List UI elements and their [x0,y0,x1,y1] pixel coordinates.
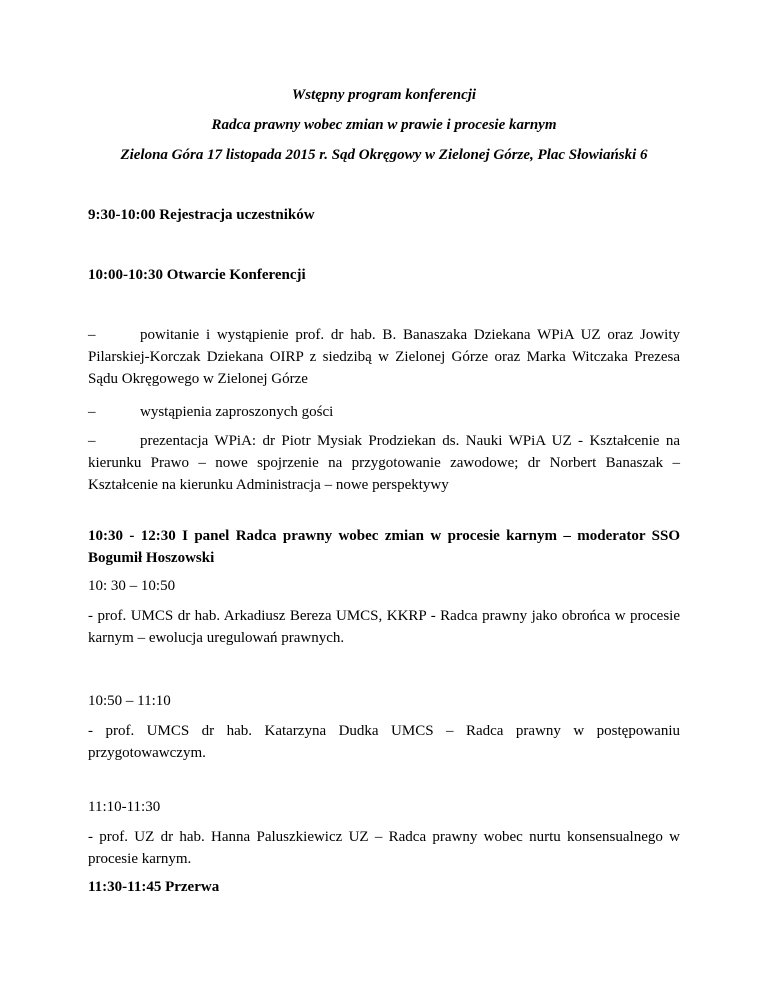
break-line: 11:30-11:45 Przerwa [88,879,220,895]
conference-subtitle: Radca prawny wobec zmian w prawie i procesie karnym [211,117,557,133]
program-title: Wstępny program konferencji [291,87,477,103]
opening-item [88,430,680,496]
dash-marker: – [88,327,96,343]
opening-item [88,401,680,423]
registration-line: 9:30-10:00 Rejestracja uczestników [88,207,315,223]
conference-location: Zielona Góra 17 listopada 2015 r. Sąd Okręgowy w Zielonej Górze, Plac Słowiański 6 [120,147,648,163]
opening-item [88,324,680,390]
talk-time: 10:50 – 11:10 [88,693,171,709]
talk-description: - prof. UMCS dr hab. Katarzyna Dudka UMCS – Radca prawny w postępowaniu przygotowawczym. [88,723,680,761]
dash-marker: – [88,404,96,420]
dash-marker: – [88,433,96,449]
talk-time: 10: 30 – 10:50 [88,578,176,594]
opening-item-text: prezentacja WPiA: dr Piotr Mysiak Prodziekan ds. Nauki WPiA UZ - Kształcenie na kierunku Prawo – nowe spojrzenie na przygotowanie zawodowe; dr Norbert Banaszak – Kształcenie na kierunku Administracja – nowe perspektywy [88,433,680,493]
opening-line: 10:00-10:30 Otwarcie Konferencji [88,267,306,283]
talk-description: - prof. UZ dr hab. Hanna Paluszkiewicz UZ – Radca prawny wobec nurtu konsensualnego w procesie karnym. [88,829,680,867]
opening-item-text: wystąpienia zaproszonych gości [140,404,334,420]
opening-item-text: powitanie i wystąpienie prof. dr hab. B. Banaszaka Dziekana WPiA UZ oraz Jowity Pilarskiej-Korczak Dziekana OIRP z siedzibą w Zielonej Górze oraz Marka Witczaka Prezesa Sądu Okręgowego w Zielonej Górze [88,327,680,387]
panel-title: 10:30 - 12:30 I panel Radca prawny wobec zmian w procesie karnym – moderator SSO Bogumił Hoszowski [88,528,680,566]
talk-description: - prof. UMCS dr hab. Arkadiusz Bereza UMCS, KKRP - Radca prawny jako obrońca w procesie karnym – ewolucja uregulowań prawnych. [88,608,680,646]
talk-time: 11:10-11:30 [88,799,161,815]
